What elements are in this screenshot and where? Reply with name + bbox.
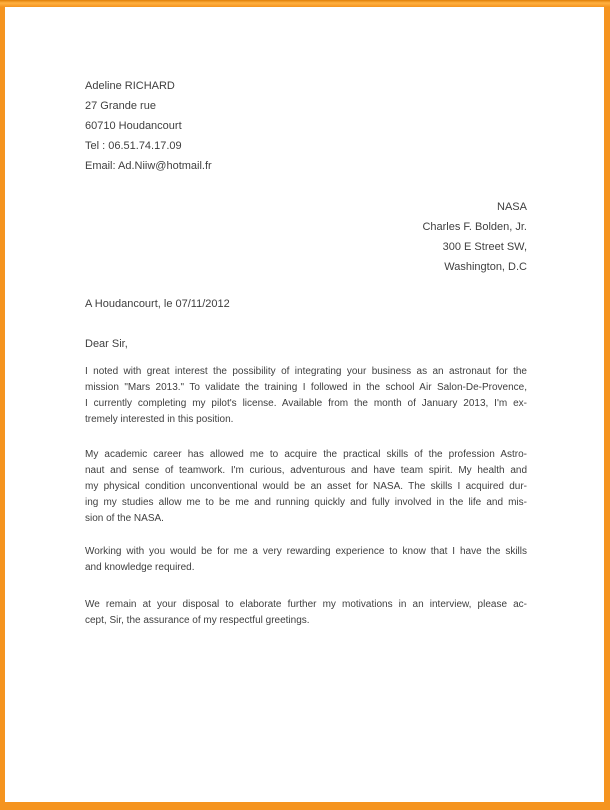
sender-address-line: Email: Ad.Niiw@hotmail.fr [85,160,212,172]
sender-address-line: 60710 Houdancourt [85,120,182,132]
sender-address-line: Adeline RICHARD [85,80,175,92]
recipient-address-line: 300 E Street SW, [442,241,527,253]
paragraph-line: ing my studies allow me to be me and running quickly and fully involved in the life and mis- [85,497,527,508]
sender-address-line: Tel : 06.51.74.17.09 [85,140,182,152]
paragraph-line: I noted with great interest the possibility of integrating your business as an astronaut for the [85,366,527,377]
recipient-address-line: NASA [497,201,527,213]
paragraph-line: We remain at your disposal to elaborate further my motivations in an interview, please ac- [85,599,527,610]
paragraph-line: and knowledge required. [85,562,195,573]
paragraph-line: sion of the NASA. [85,513,164,524]
paragraph-line: My academic career has allowed me to acquire the practical skills of the profession Astro- [85,449,527,460]
paragraph-line: naut and sense of teamwork. I'm curious, adventurous and have team spirit. My health and [85,465,527,476]
recipient-address-line: Washington, D.C [444,261,527,273]
body-paragraph-1 [85,364,527,428]
paragraph-line: Working with you would be for me a very rewarding experience to know that I have the skills [85,546,527,557]
recipient-address-block [85,197,527,277]
recipient-address-line: Charles F. Bolden, Jr. [422,221,527,233]
body-paragraph-4 [85,597,527,629]
paragraph-line: mission "Mars 2013." To validate the training I followed in the school Air Salon-De-Provence, [85,382,527,393]
letter-page [5,7,604,802]
sender-address-block [85,76,527,176]
date-line: A Houdancourt, le 07/11/2012 [85,298,230,310]
paragraph-line: my physical condition unconventional would be an asset for NASA. The skills I acquired dur- [85,481,527,492]
paragraph-line: I currently completing my pilot's license. Available from the month of January 2013, I'm ex- [85,398,527,409]
salutation: Dear Sir, [85,338,128,350]
paragraph-line: tremely interested in this position. [85,414,234,425]
body-paragraph-3 [85,544,527,576]
paragraph-line: cept, Sir, the assurance of my respectful greetings. [85,615,310,626]
body-paragraph-2 [85,447,527,527]
sender-address-line: 27 Grande rue [85,100,156,112]
